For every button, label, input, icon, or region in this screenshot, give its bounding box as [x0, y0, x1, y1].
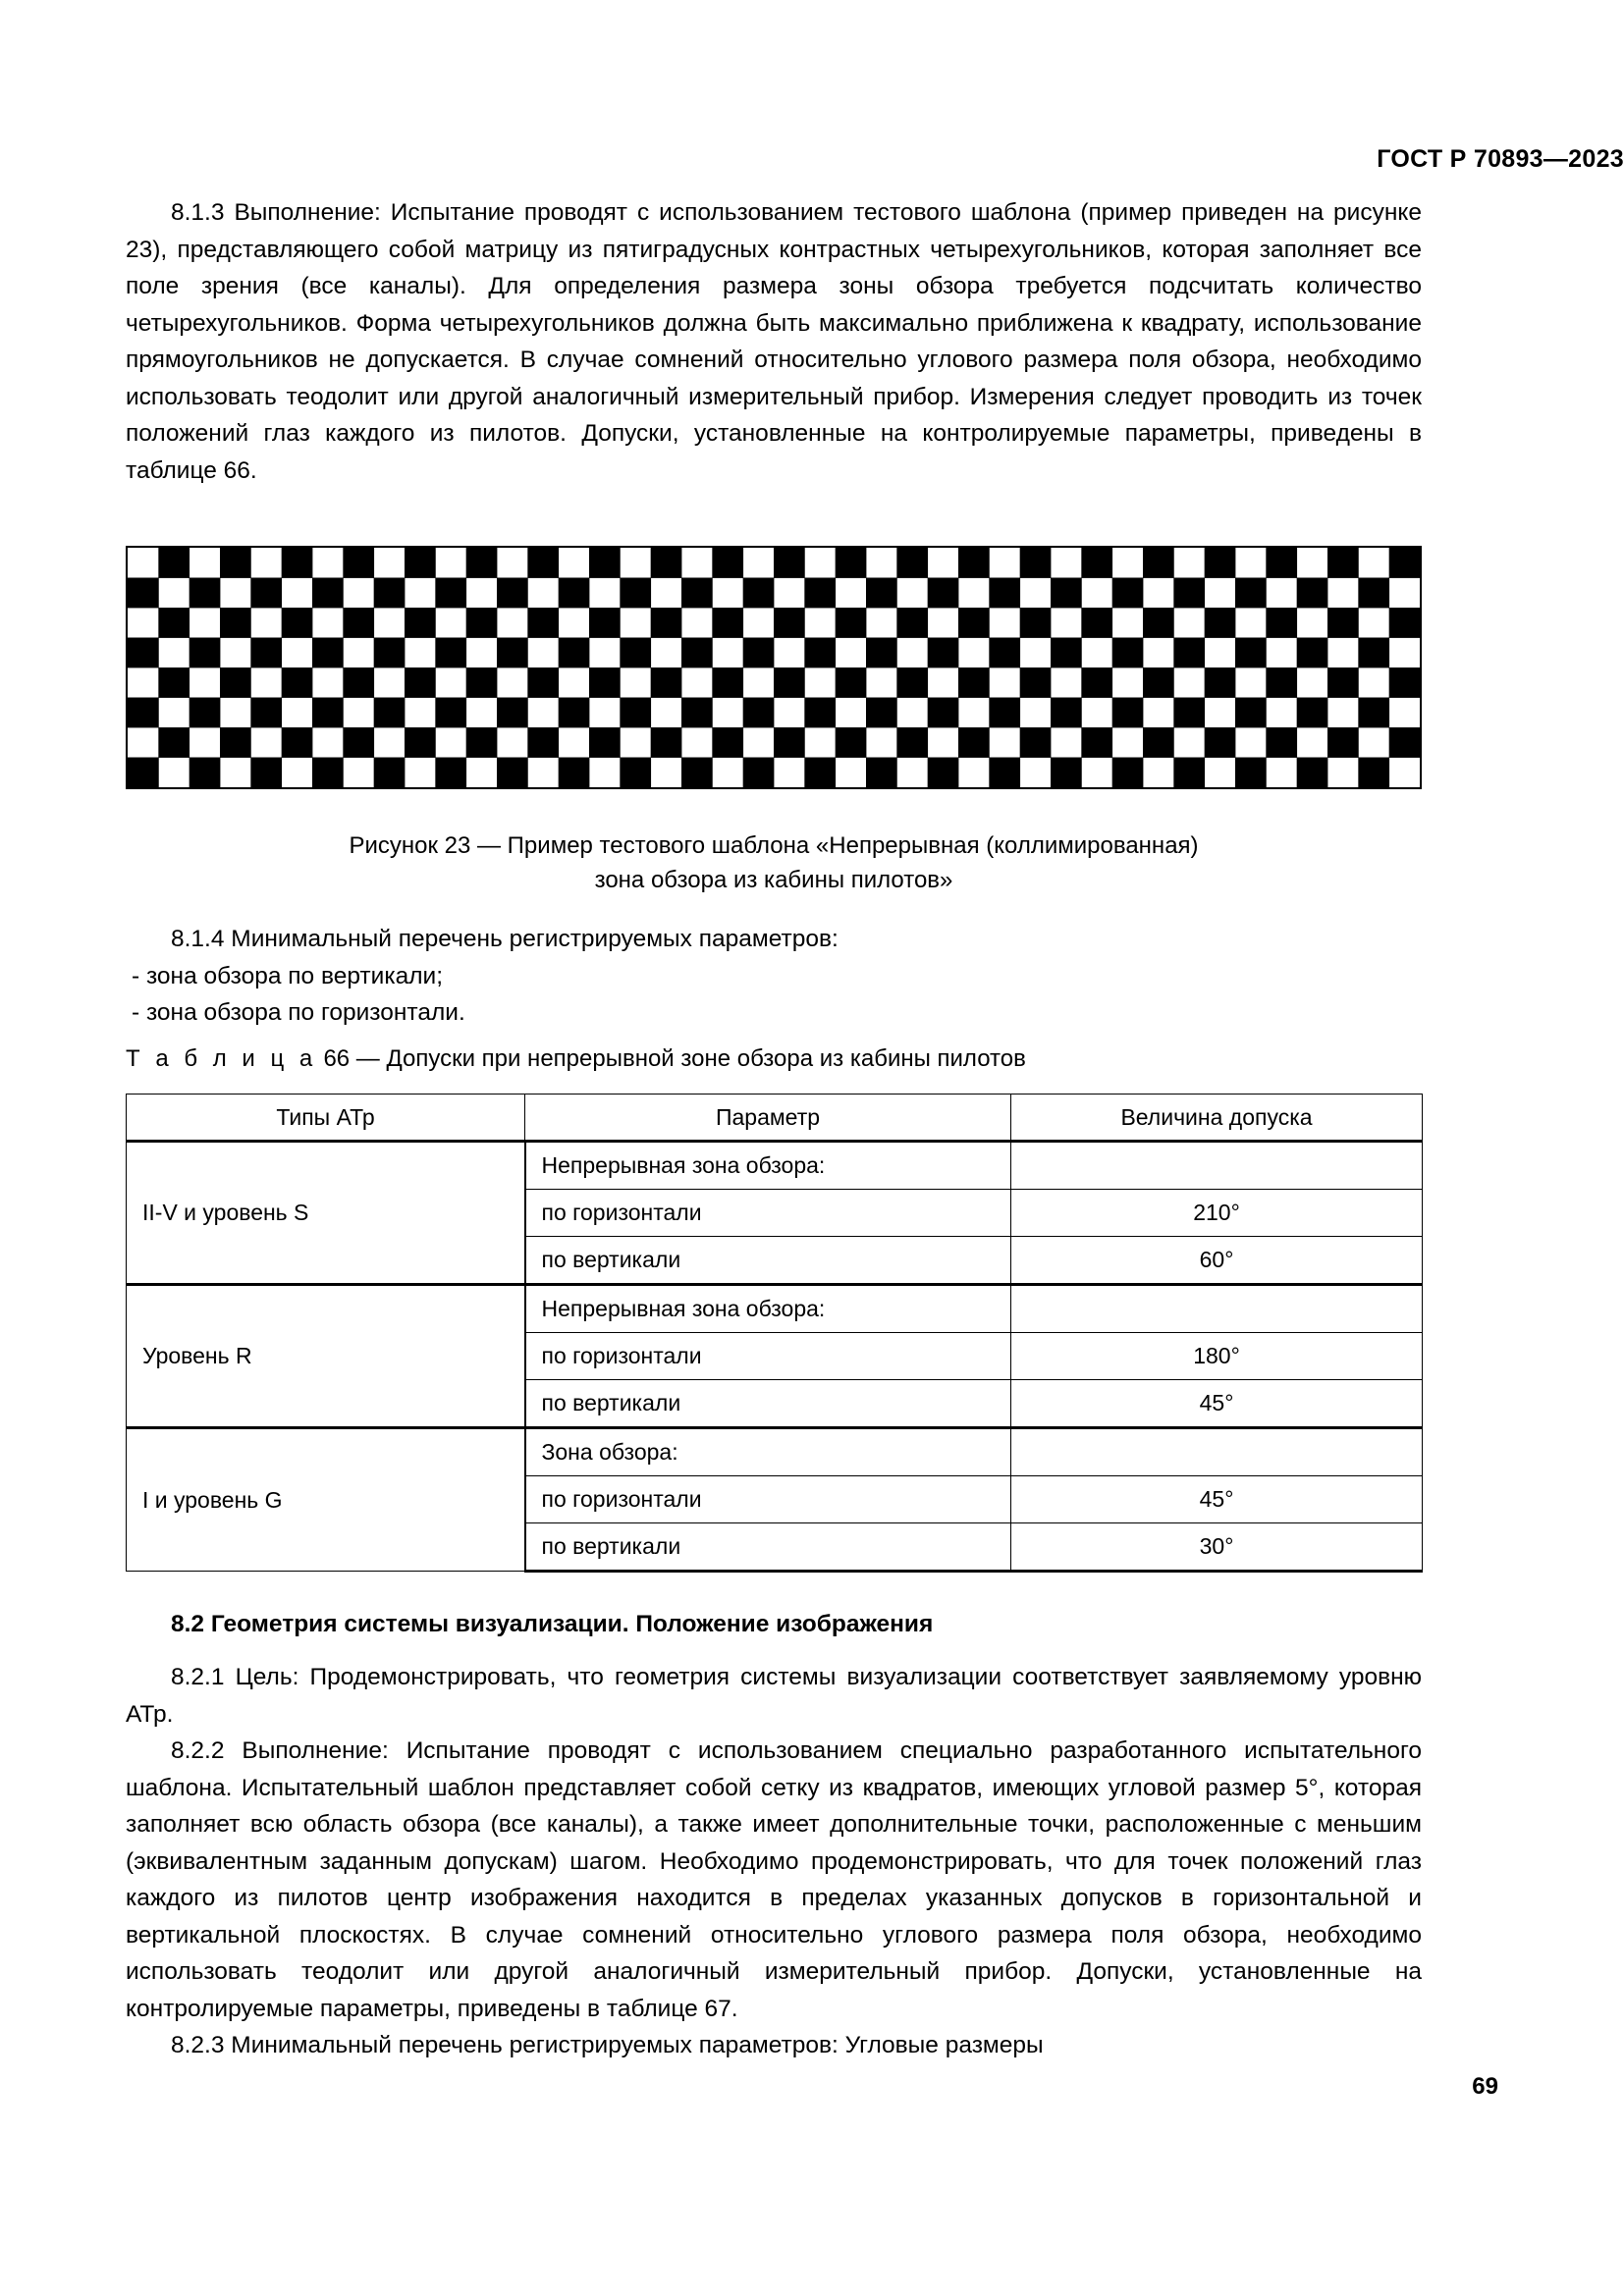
column-header-parameter: Параметр — [525, 1095, 1011, 1142]
cell-parameter: по горизонтали — [525, 1476, 1011, 1523]
table-caption-rest: 66 — Допуски при непрерывной зоне обзора из кабины пилотов — [323, 1045, 1026, 1072]
section-8-2-paragraphs — [126, 1659, 1422, 2064]
checkerboard-pattern-icon — [126, 546, 1422, 789]
paragraph-8-2-3: 8.2.3 Минимальный перечень регистрируемых параметров: Угловые размеры — [171, 2032, 1044, 2058]
cell-parameter: Непрерывная зона обзора: — [525, 1285, 1011, 1333]
figure-23 — [126, 546, 1422, 789]
cell-aircraft-type: Уровень R — [127, 1285, 525, 1428]
paragraph-8-2-2: 8.2.2 Выполнение: Испытание проводят с использованием специально разработанного испытательного шаблона. Испытательный шаблон представляет собой сетку из квадратов, имеющих угловой размер 5°, которая заполняет всю область обзора (все каналы), а также имеет дополнительные точки, расположенные с меньшим (эквивалентным заданным допускам) шагом. Необходимо продемонстрировать, что для точек положений глаз каждого из пилотов центр изображения находится в пределах указанных допусков в горизонтальной и вертикальной плоскостях. В случае сомнений относительно углового размера поля обзора, необходимо использовать теодолит или другой аналогичный измерительный прибор. Допуски, установленные на контролируемые параметры, приведены в таблице 67. — [126, 1737, 1422, 2022]
table-66 — [126, 1094, 1423, 1573]
list-item-vertical-view: - зона обзора по вертикали; — [132, 962, 444, 989]
column-header-tolerance: Величина допуска — [1011, 1095, 1423, 1142]
paragraph-8-2-1: 8.2.1 Цель: Продемонстрировать, что геометрия системы визуализации соответствует заявляемому уровню АТр. — [126, 1664, 1422, 1728]
cell-tolerance-value — [1011, 1428, 1423, 1476]
table-body — [127, 1142, 1423, 1572]
cell-tolerance-value — [1011, 1142, 1423, 1190]
section-8-1-4-block — [126, 921, 1422, 1032]
table-row — [127, 1285, 1423, 1333]
cell-tolerance-value: 210° — [1011, 1190, 1423, 1237]
cell-tolerance-value: 45° — [1011, 1380, 1423, 1428]
cell-tolerance-value: 60° — [1011, 1237, 1423, 1285]
page-number: 69 — [1472, 2073, 1498, 2100]
section-heading-8-2: 8.2 Геометрия системы визуализации. Положение изображения — [171, 1611, 934, 1637]
cell-aircraft-type: I и уровень G — [127, 1428, 525, 1572]
document-header-standard-id: ГОСТ Р 70893—2023 — [1377, 145, 1624, 173]
table-66-caption — [126, 1042, 1422, 1076]
cell-parameter: по вертикали — [525, 1380, 1011, 1428]
table-caption-label: Т а б л и ц а — [126, 1045, 317, 1072]
cell-parameter: по вертикали — [525, 1237, 1011, 1285]
cell-aircraft-type: II-V и уровень S — [127, 1142, 525, 1285]
table-66-block — [126, 1042, 1422, 1076]
cell-tolerance-value: 45° — [1011, 1476, 1423, 1523]
table-header — [127, 1095, 1423, 1142]
section-8-2-block — [126, 1606, 1422, 1643]
cell-parameter: по горизонтали — [525, 1190, 1011, 1237]
figure-23-caption — [126, 828, 1422, 897]
figure-caption-line-2: зона обзора из кабины пилотов» — [594, 867, 953, 893]
paragraph-8-1-4: 8.1.4 Минимальный перечень регистрируемых параметров: — [171, 926, 839, 952]
cell-parameter: по вертикали — [525, 1523, 1011, 1572]
cell-parameter: по горизонтали — [525, 1333, 1011, 1380]
main-text-block — [126, 194, 1422, 489]
figure-caption-line-1: Рисунок 23 — Пример тестового шаблона «Непрерывная (коллимированная) — [349, 832, 1199, 859]
cell-tolerance-value: 180° — [1011, 1333, 1423, 1380]
column-header-types: Типы АТр — [127, 1095, 525, 1142]
table-header-row — [127, 1095, 1423, 1142]
list-item-horizontal-view: - зона обзора по горизонтали. — [132, 999, 465, 1026]
cell-parameter: Непрерывная зона обзора: — [525, 1142, 1011, 1190]
paragraph-8-1-3: 8.1.3 Выполнение: Испытание проводят с использованием тестового шаблона (пример приведен на рисунке 23), представляющего собой матрицу из пятиградусных контрастных четырехугольников, которая заполняет все поле зрения (все каналы). Для определения размера зоны обзора требуется подсчитать количество четырехугольников. Форма четырехугольников должна быть максимально приближена к квадрату, использование прямоугольников не допускается. В случае сомнений относительно углового размера поля обзора, необходимо использовать теодолит или другой аналогичный измерительный прибор. Измерения следует проводить из точек положений глаз каждого из пилотов. Допуски, установленные на контролируемые параметры, приведены в таблице 66. — [126, 199, 1422, 484]
cell-parameter: Зона обзора: — [525, 1428, 1011, 1476]
cell-tolerance-value — [1011, 1285, 1423, 1333]
table-66-wrapper — [126, 1094, 1422, 1573]
cell-tolerance-value: 30° — [1011, 1523, 1423, 1572]
table-row — [127, 1142, 1423, 1190]
table-row — [127, 1428, 1423, 1476]
